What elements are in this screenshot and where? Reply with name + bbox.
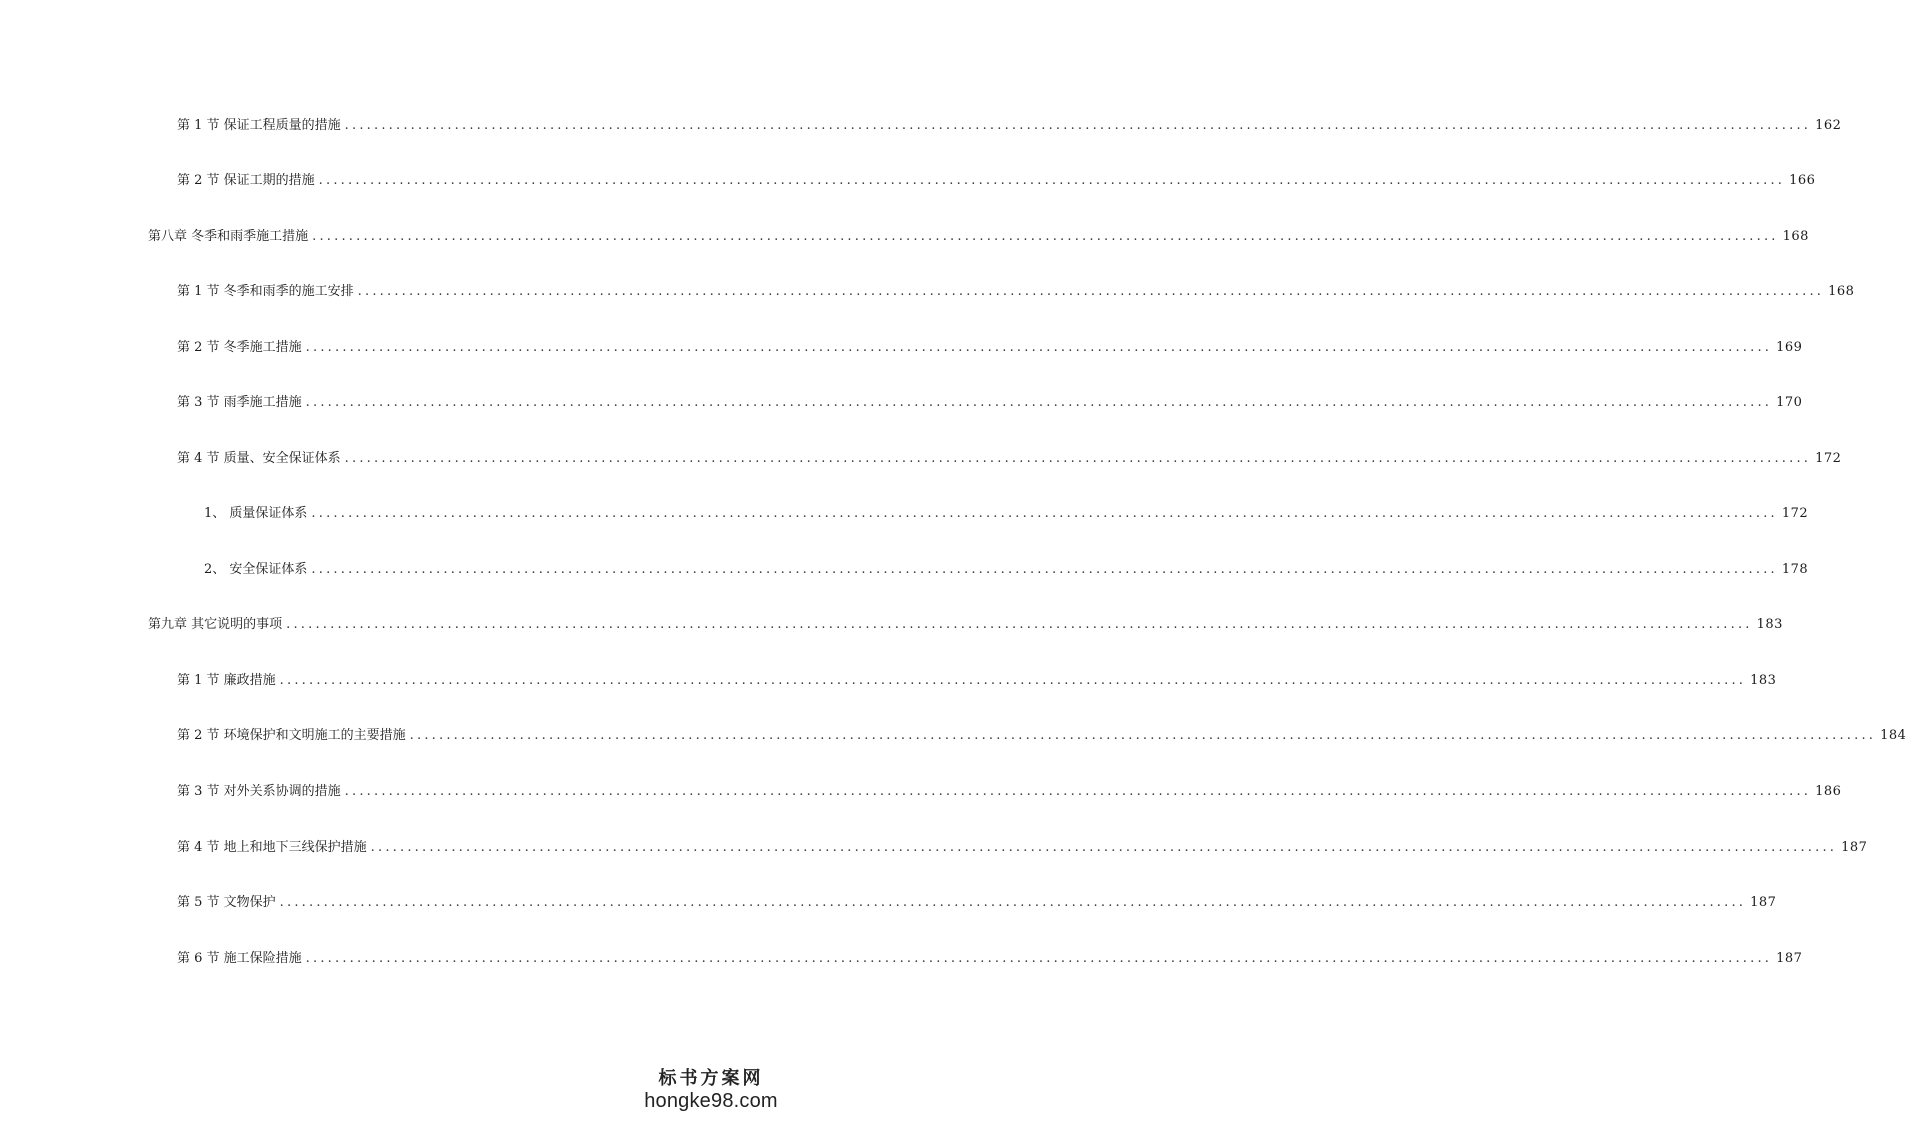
toc-entry-label: 第 1 节 保证工程质量的措施 [177,118,341,133]
toc-leader-dots: ........................................................................................................................................................................................................ [312,229,1779,244]
toc-entry-label: 第 4 节 质量、安全保证体系 [177,451,341,466]
toc-page-number: 187 [1750,895,1777,910]
toc-leader-dots: ........................................................................................................................................................................................................ [344,118,1812,133]
toc-entry-label: 第九章 其它说明的事项 [148,617,283,632]
toc-page-number: 183 [1750,673,1777,688]
toc-entry[interactable] [177,340,1803,356]
toc-entry[interactable] [177,118,1842,134]
toc-leader-dots: ........................................................................................................................................................................................................ [305,395,1773,410]
toc-page-number: 172 [1815,451,1842,466]
toc-entry-label: 1、 质量保证体系 [204,506,308,521]
toc-leader-dots: ........................................................................................................................................................................................................ [279,673,1747,688]
toc-entry[interactable] [148,229,1809,245]
toc-entry[interactable] [148,617,1783,633]
toc-entry[interactable] [177,840,1868,856]
toc-entry[interactable] [177,728,1906,744]
toc-page-number: 166 [1789,173,1816,188]
toc-leader-dots: ........................................................................................................................................................................................................ [344,451,1812,466]
toc-leader-dots: ........................................................................................................................................................................................................ [305,340,1773,355]
toc-entry[interactable] [177,173,1816,189]
toc-entry[interactable] [177,673,1777,689]
toc-page-number: 184 [1880,728,1906,743]
toc-leader-dots: ........................................................................................................................................................................................................ [311,562,1778,577]
toc-entry-label: 第 1 节 廉政措施 [177,673,276,688]
toc-page-number: 169 [1776,340,1803,355]
toc-page-number: 168 [1782,229,1809,244]
toc-entry-label: 第 6 节 施工保险措施 [177,951,302,966]
toc-leader-dots: ........................................................................................................................................................................................................ [305,951,1773,966]
toc-leader-dots: ........................................................................................................................................................................................................ [279,895,1747,910]
toc-page-number: 172 [1781,506,1809,521]
toc-entry[interactable] [177,395,1803,411]
toc-entry-label: 第 4 节 地上和地下三线保护措施 [177,840,367,855]
toc-page-number: 170 [1776,395,1803,410]
toc-leader-dots: ........................................................................................................................................................................................................ [344,784,1812,799]
toc-page-number: 178 [1781,562,1809,577]
toc-entry[interactable] [177,951,1803,967]
toc-entry-label: 第 5 节 文物保护 [177,895,276,910]
toc-entry-label: 第 2 节 冬季施工措施 [177,340,302,355]
toc-page-number: 186 [1815,784,1842,799]
toc-page-number: 183 [1756,617,1783,632]
toc-entry-label: 第 1 节 冬季和雨季的施工安排 [177,284,354,299]
toc-entry-label: 第八章 冬季和雨季施工措施 [148,229,309,244]
watermark-title: 标书方案网 [658,1068,764,1089]
toc-entry[interactable] [177,784,1842,800]
toc-entry[interactable] [204,506,1809,522]
toc-entry[interactable] [177,895,1777,911]
toc-page-number: 187 [1776,951,1803,966]
toc-entry-label: 第 2 节 环境保护和文明施工的主要措施 [177,728,406,743]
toc-leader-dots: ........................................................................................................................................................................................................ [409,728,1877,743]
toc-leader-dots: ........................................................................................................................................................................................................ [286,617,1753,632]
toc-entry-label: 第 3 节 雨季施工措施 [177,395,302,410]
toc-leader-dots: ........................................................................................................................................................................................................ [370,840,1838,855]
watermark-domain: hongke98.com [644,1090,778,1112]
toc-entry[interactable] [204,562,1809,578]
toc-entry-label: 第 3 节 对外关系协调的措施 [177,784,341,799]
toc-page-number: 168 [1828,284,1855,299]
toc-entry[interactable] [177,284,1855,300]
toc-leader-dots: ........................................................................................................................................................................................................ [357,284,1825,299]
toc-leader-dots: ........................................................................................................................................................................................................ [311,506,1778,521]
site-watermark-logo [636,1068,786,1116]
toc-leader-dots: ........................................................................................................................................................................................................ [318,173,1786,188]
toc-entry-label: 第 2 节 保证工期的措施 [177,173,315,188]
toc-entry-label: 2、 安全保证体系 [204,562,308,577]
toc-page-number: 162 [1815,118,1842,133]
toc-page-number: 187 [1841,840,1868,855]
toc-entry[interactable] [177,451,1842,467]
